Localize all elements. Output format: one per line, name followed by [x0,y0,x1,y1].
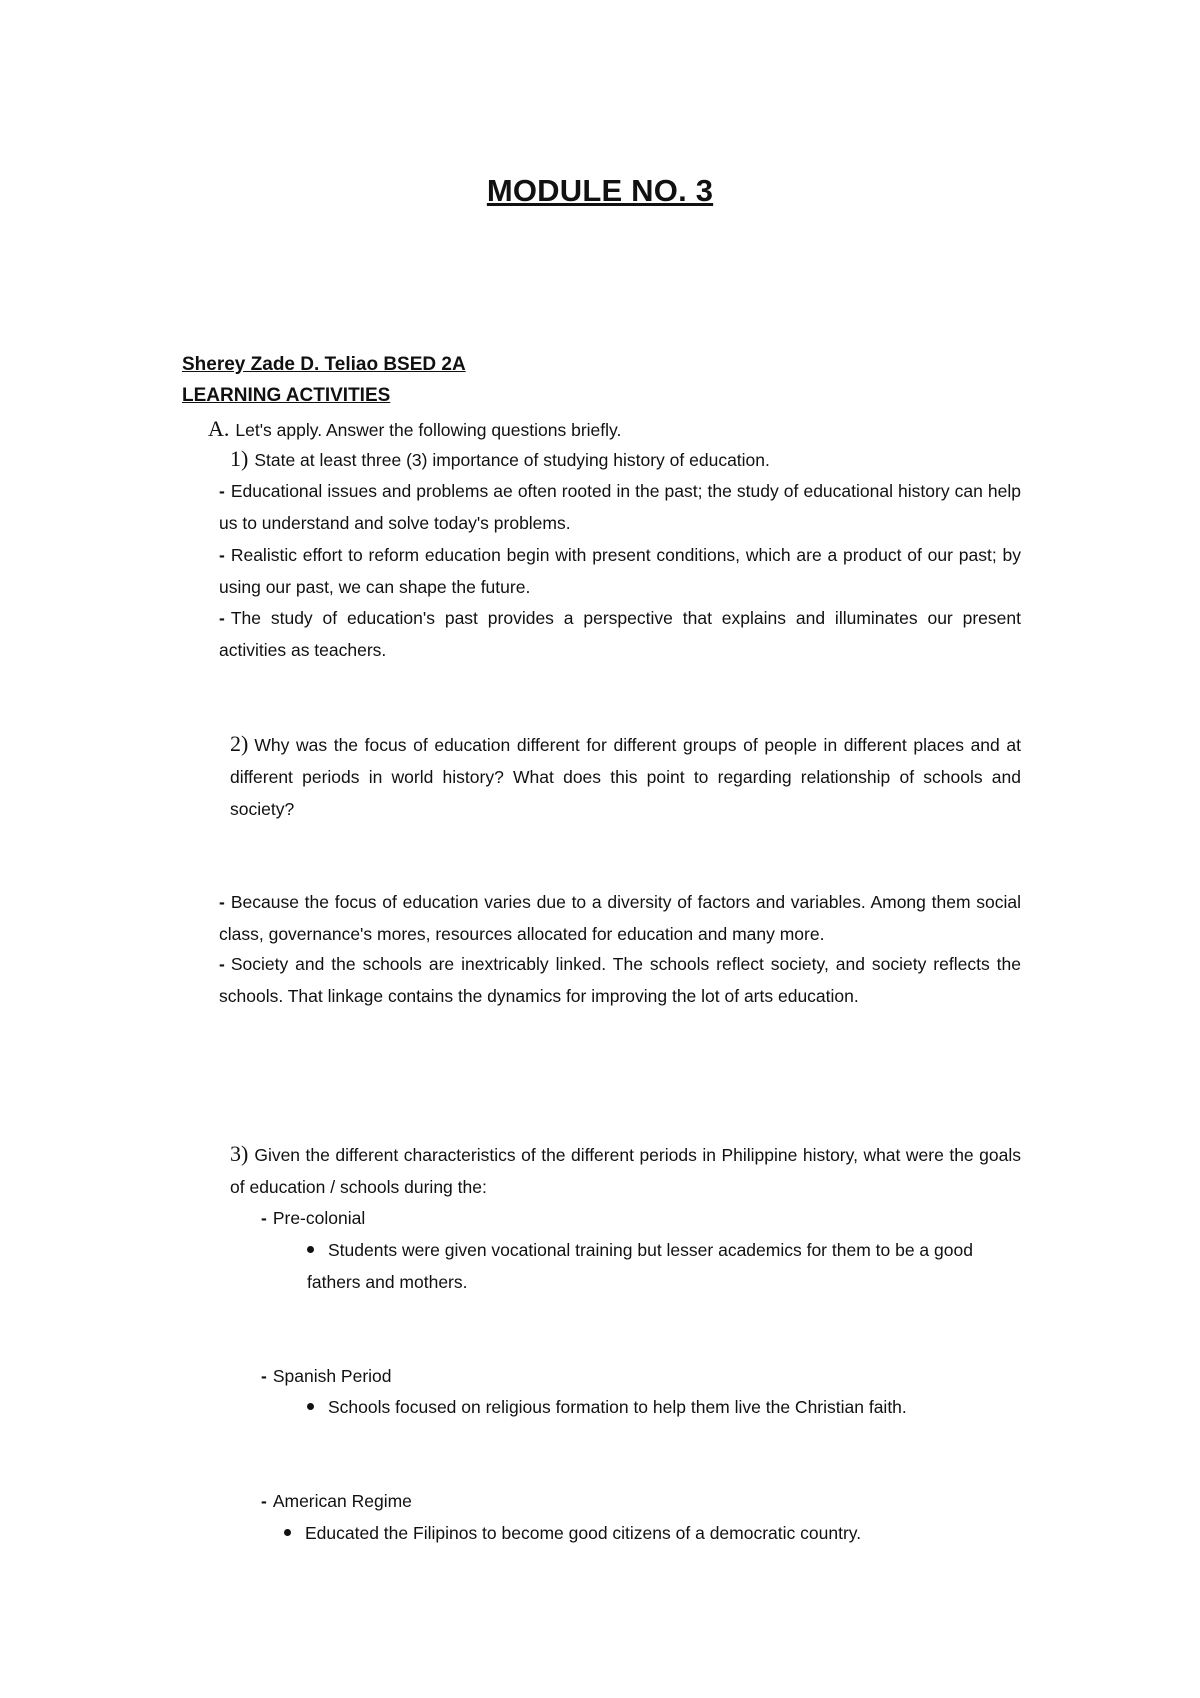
q2-answer-text: Because the focus of education varies due to a diversity of factors and variables. Among them social class, governance's mores, resources allocated for education and many more. [219,892,1021,944]
period-detail: Students were given vocational training but lesser academics for them to be a good fathers and mothers. [307,1240,973,1292]
bullet-icon [284,1529,291,1536]
bullet-icon [307,1246,314,1253]
dash-marker: - [219,545,225,565]
dash-marker: - [219,481,225,501]
q3-period-1 [261,1202,365,1234]
q3-question: Given the different characteristics of the different periods in Philippine history, what were the goals of education / schools during the: [230,1145,1021,1197]
q1-answer-text: Realistic effort to reform education begin with present conditions, which are a product of our past; by using our past, we can shape the future. [219,545,1021,597]
dash-marker: - [261,1366,267,1386]
q2-answer-text: Society and the schools are inextricably linked. The schools reflect society, and society reflects the schools. That linkage contains the dynamics for improving the lot of arts education. [219,954,1021,1006]
q2-question: Why was the focus of education different for different groups of people in different places and at different periods in world history? What does this point to regarding relationship of schools and society? [230,735,1021,819]
q3-period-3 [261,1485,412,1517]
period-name: Spanish Period [272,1366,392,1386]
part-a-marker: A. [208,416,230,441]
q1-answer-text: Educational issues and problems ae often rooted in the past; the study of educational history can help us to understand and solve today's problems. [219,481,1021,533]
q1-answer-text: The study of education's past provides a perspective that explains and illuminates our present activities as teachers. [219,608,1021,660]
part-a-instruction-row [208,413,621,446]
q3-row [230,1138,1021,1203]
q3-period-3-detail [284,1517,1021,1549]
dash-marker: - [261,1208,267,1228]
q1-answer-1 [219,475,1021,539]
q1-row [230,443,770,476]
dash-marker: - [219,954,225,974]
q1-question: State at least three (3) importance of studying history of education. [254,450,770,470]
q3-period-1-detail [307,1234,1021,1298]
q3-number: 3) [230,1141,249,1166]
q2-number: 2) [230,731,249,756]
dash-marker: - [261,1491,267,1511]
q3-period-2-detail [307,1391,1021,1423]
q1-answer-2 [219,539,1021,603]
dash-marker: - [219,608,225,628]
q1-answer-3 [219,602,1021,666]
period-name: Pre-colonial [272,1208,366,1228]
page-title: MODULE NO. 3 [486,173,714,208]
q2-row [230,728,1021,825]
period-detail: Educated the Filipinos to become good citizens of a democratic country. [305,1523,862,1543]
period-detail: Schools focused on religious formation to help them live the Christian faith. [328,1397,907,1417]
q2-answer-2 [219,948,1021,1012]
period-name: American Regime [272,1491,412,1511]
q1-number: 1) [230,446,249,471]
dash-marker: - [219,892,225,912]
section-heading: LEARNING ACTIVITIES [182,385,391,406]
author-line: Sherey Zade D. Teliao BSED 2A [182,354,466,375]
q2-answer-1 [219,886,1021,950]
q3-period-2 [261,1360,392,1392]
bullet-icon [307,1403,314,1410]
part-a-instruction: Let's apply. Answer the following questions briefly. [235,420,622,440]
